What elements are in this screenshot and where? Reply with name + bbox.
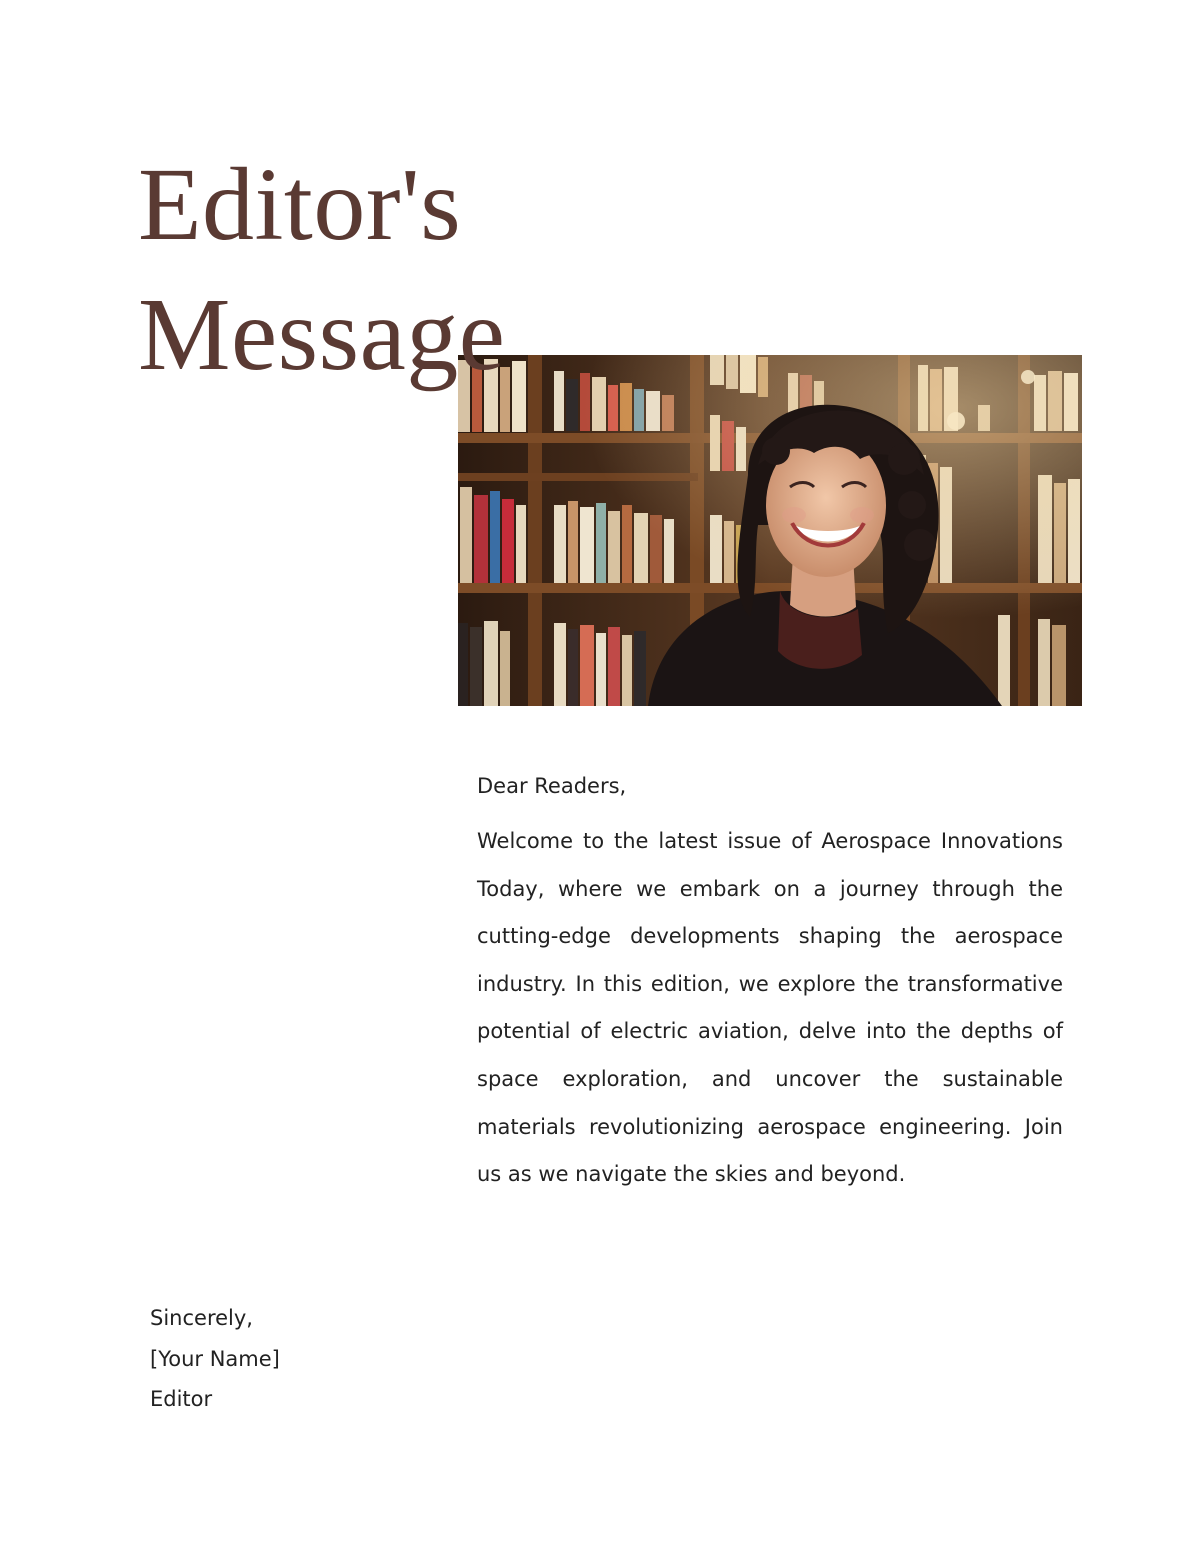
page-title xyxy=(138,140,505,400)
letter-signoff xyxy=(150,1298,280,1420)
letter-content xyxy=(477,768,1063,1199)
letter-salutation: Dear Readers, xyxy=(477,774,627,798)
signoff-name: [Your Name] xyxy=(150,1346,280,1371)
page-title-line-1: Editor's xyxy=(138,147,462,262)
signoff-closing: Sincerely, xyxy=(150,1306,253,1330)
signoff-role: Editor xyxy=(150,1387,213,1411)
page-title-line-2: Message xyxy=(138,277,506,392)
photo-woman-in-library-icon xyxy=(458,355,1082,706)
letter-body: Welcome to the latest issue of Aerospace Innovations Today, where we embark on a journey through the cutting-edge developments shaping the aerospace industry. In this edition, we explore the transformative potential of electric aviation, delve into the depths of space exploration, and uncover the sustainable materials revolutionizing aerospace engineering. Join us as we navigate the skies and beyond. xyxy=(477,829,1063,1187)
editor-photo xyxy=(458,355,1082,706)
